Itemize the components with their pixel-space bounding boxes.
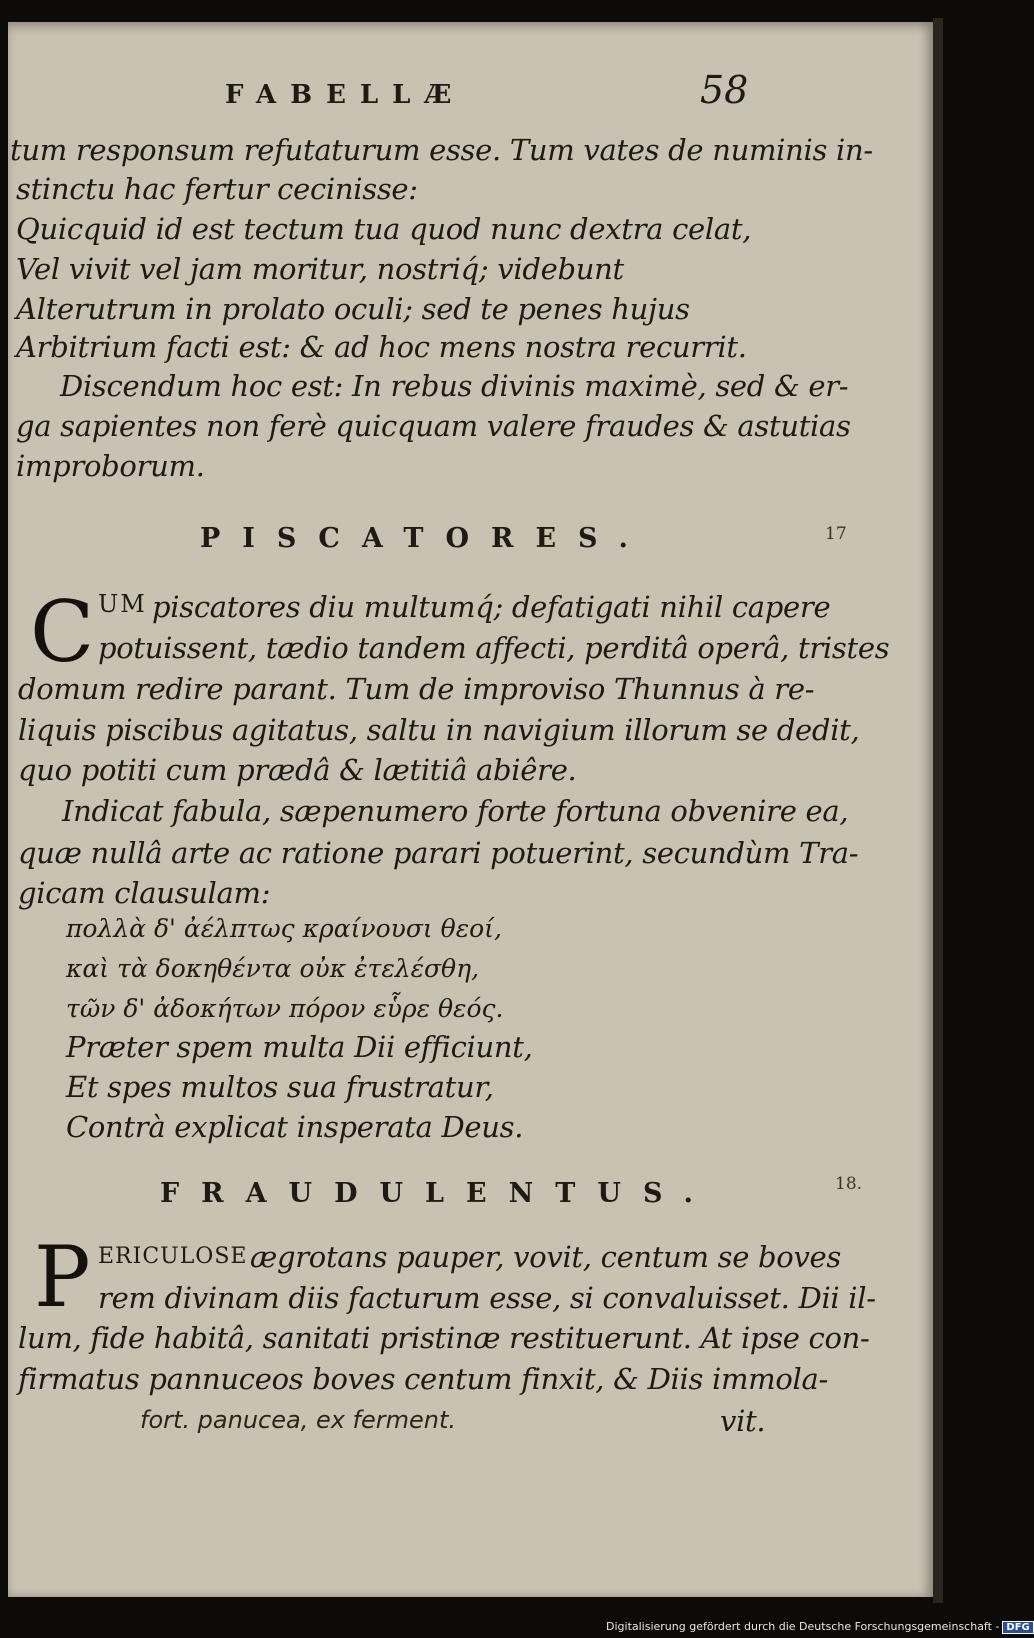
text-line: firmatus pannuceos boves centum finxit, & Diis immola- [18, 1362, 828, 1396]
moral-line: gicam clausulam: [18, 876, 271, 910]
verse-line: Præter spem multa Dii efficiunt, [66, 1030, 533, 1064]
moral-line: improborum. [16, 449, 205, 483]
fable-title-fraudulentus: FRAUDULENTUS. [160, 1178, 715, 1209]
text-line: lum, fide habitâ, sanitati pristinæ restituerunt. At ipse con- [18, 1321, 870, 1355]
drop-cap: C [30, 583, 95, 681]
moral-line: quæ nullâ arte ac ratione parari potuerint, secundùm Tra- [18, 836, 859, 870]
margin-number: 18. [835, 1174, 863, 1194]
verse-line: Quicquid id est tectum tua quod nunc dextra celat, [16, 212, 752, 246]
fable-title-piscatores: PISCATORES. [200, 523, 650, 554]
running-title: FABELLÆ [225, 80, 466, 110]
text-line: domum redire parant. Tum de improviso Thunnus à re- [18, 672, 815, 706]
verse-line: Arbitrium facti est: & ad hoc mens nostra recurrit. [16, 330, 747, 364]
text-line: rem divinam diis facturum esse, si convaluisset. Dii il- [98, 1281, 876, 1315]
moral-line: Indicat fabula, sæpenumero forte fortuna obvenire ea, [62, 794, 849, 828]
first-word: ERICULOSE [98, 1244, 248, 1269]
footer-text: Digitalisierung gefördert durch die Deutsche Forschungsgemeinschaft - [606, 1620, 1000, 1633]
text-line: potuissent, tædio tandem affecti, perditâ operâ, tristes [98, 631, 890, 665]
verse-line: Et spes multos sua frustratur, [66, 1070, 494, 1104]
text-line: stinctu hac fertur cecinisse: [16, 172, 418, 206]
drop-cap: P [34, 1228, 91, 1326]
greek-verse: πολλὰ δ' ἀέλπτως κραίνουσι θεοί, [66, 914, 502, 943]
text-line: liquis piscibus agitatus, saltu in navigium illorum se dedit, [18, 713, 860, 747]
page-edge [933, 18, 943, 1603]
text-line: quo potiti cum prædâ & lætitiâ abiêre. [18, 753, 577, 787]
moral-line: Discendum hoc est: In rebus divinis maximè, sed & er- [60, 369, 849, 403]
verse-line: Alterutrum in prolato oculi; sed te penes hujus [16, 292, 690, 326]
text-line: piscatores diu multumq́; defatigati nihil capere [152, 590, 831, 624]
verse-line: Vel vivit vel jam moritur, nostriq́; videbunt [16, 252, 624, 286]
verse-line: Contrà explicat insperata Deus. [66, 1110, 524, 1144]
handwritten-annotation: fort. panucea, ex ferment. [140, 1406, 457, 1434]
page-number: 58 [700, 68, 749, 112]
text-line: tum responsum refutaturum esse. Tum vates de numinis in- [10, 133, 873, 167]
text-line: ægrotans pauper, vovit, centum se boves [250, 1240, 841, 1274]
digitization-footer [606, 1620, 1034, 1634]
text-line: vit. [720, 1404, 766, 1438]
greek-verse: τῶν δ' ἀδοκήτων πόρον εὗρε θεός. [66, 994, 504, 1023]
moral-line: ga sapientes non ferè quicquam valere fraudes & astutias [16, 409, 851, 443]
first-word: UM [98, 590, 147, 618]
dfg-logo: DFG [1002, 1621, 1033, 1634]
greek-verse: καὶ τὰ δοκηθέντα οὐκ ἐτελέσθη, [66, 954, 480, 983]
margin-number: 17 [825, 524, 847, 544]
